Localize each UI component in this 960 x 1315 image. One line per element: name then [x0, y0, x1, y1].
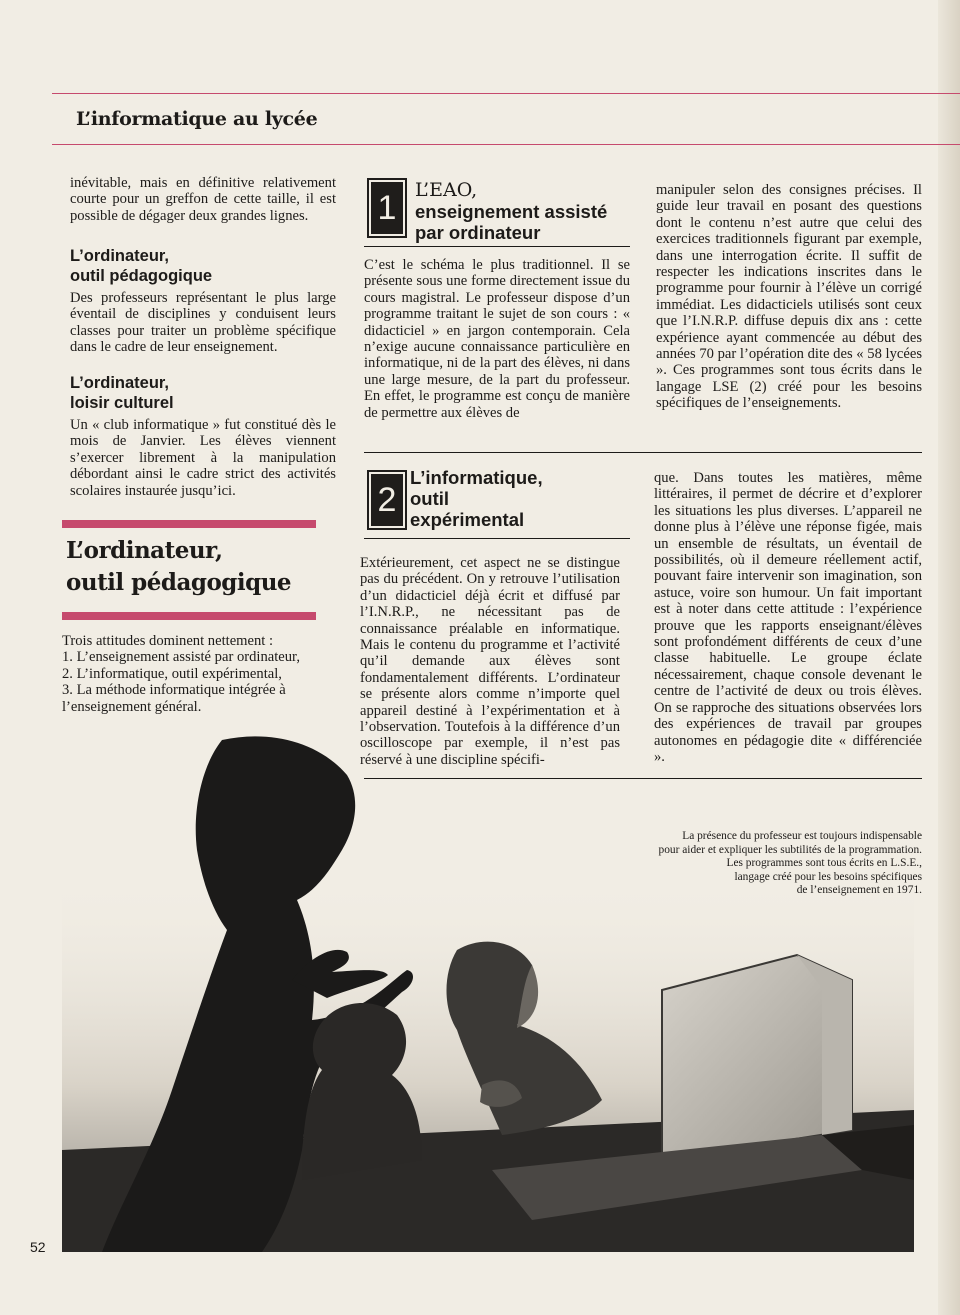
section-title-line: outil	[410, 488, 450, 509]
left-intro	[70, 175, 336, 224]
section-title-line: par ordinateur	[415, 222, 541, 243]
section-divider	[364, 452, 922, 453]
list-intro: Trois attitudes dominent nettement :	[62, 633, 274, 649]
main-title	[66, 535, 291, 599]
list-item: 2. L’informatique, outil expérimental,	[62, 665, 282, 682]
page-edge	[938, 0, 960, 1315]
header-rule-bottom	[52, 144, 960, 145]
intro-paragraph: inévitable, mais en définitive relativement courte pour un greffon de cette taille, il est possible de dégager deux grandes lignes.	[70, 175, 336, 224]
subheading-loisir-culturel	[70, 373, 174, 413]
caption-line: Les programmes sont tous écrits en L.S.E.,	[726, 857, 922, 869]
paragraph: Des professeurs représentant le plus large éventail de disciplines y conduisent leurs classes pour traiter un problème spécifique dans le cadre de leur enseignement.	[70, 290, 336, 356]
caption-line: langage créé pour les besoins spécifiques	[734, 870, 922, 883]
title-bar-bottom	[62, 612, 316, 620]
subheading-outil-pedagogique	[70, 246, 212, 286]
page-number: 52	[30, 1239, 46, 1255]
section-title-line: L’EAO,	[415, 179, 478, 201]
section1-title-rule	[364, 246, 630, 247]
main-title-line: L’ordinateur,	[66, 537, 223, 564]
section-header: L’informatique au lycée	[76, 108, 318, 130]
section-number-1: 1	[367, 178, 407, 238]
section-title-line: expérimental	[410, 509, 525, 530]
paragraph: C’est le schéma le plus traditionnel. Il se présente sous une forme directement issue du cours magistral. Le professeur dispose d’un programme traitant le sujet de son cours : « didacticiel » en jargon contemporain. Cela n’exige aucune connaissance particulière en informatique, ni de la part des élèves, ni dans une large mesure, de la part du professeur. En effet, le programme est conçu de manière de permettre aux élèves de	[364, 257, 630, 421]
paragraph: que. Dans toutes les matières, même littéraires, il permet de décrire et d’explorer les situations les plus diverses. L’appareil ne donne plus à l’élève une réponse figée, mais un ensemble de résultats, un éventail de possibilités, où il demeure réellement actif, pouvant faire intervenir son imagination, son astuce, voire son humour. Un fait important est à noter dans cette attitude : l’expérience prouve que les rapports enseignant/élèves sont profondément différents de ceux d’une classe habituelle. Le groupe éclate nécessairement, chaque console devenant le centre de l’activité de deux ou trois élèves. On se rapproche des situations observées lors des expériences de travail par groupes autonomes en pédagogie dite « différenciée ».	[654, 470, 922, 765]
paragraph-loisir-culturel	[70, 417, 336, 499]
section1-text-col1	[364, 257, 630, 421]
section2-title-rule	[364, 538, 630, 539]
subheading-line: L’ordinateur,	[70, 374, 170, 392]
section1-text-col2	[656, 182, 922, 412]
section-number-2: 2	[367, 470, 407, 530]
caption-line: de l’enseignement en 1971.	[796, 884, 922, 896]
paragraph-outil-pedagogique	[70, 290, 336, 356]
caption-line: pour aider et expliquer les subtilités de la programmation.	[658, 843, 922, 856]
subheading-line: L’ordinateur,	[70, 247, 170, 265]
title-bar-top	[62, 520, 316, 528]
section-title-line: L’informatique,	[410, 467, 543, 488]
section-title-line: enseignement assisté	[415, 201, 608, 222]
paragraph: manipuler selon des consignes précises. Il guide leur travail en posant des questions dont le contenu n’est autre que celui des exercices traditionnels figurant par exemple, dans une interrogation écrite. Il suffit de respecter les indications inscrites dans le programme pour fournir à l’élève un corrigé immédiat. Les didacticiels utilisés sont ceux que l’I.N.R.P. diffuse depuis dix ans : cette expérience ayant commencée au début des années 70 par l’opération dite des « 58 lycées ». Ces programmes sont tous écrits dans le langage LSE (2) créé pour les besoins spécifiques de l’enseignements.	[656, 182, 922, 412]
paragraph: Un « club informatique » fut constitué dès le mois de Janvier. Les élèves viennent s’exercer librement à la manipulation débordant ainsi le cadre strict des activités scolaires instaurée jusqu’ici.	[70, 417, 336, 499]
classroom-photo	[62, 730, 914, 1252]
list-item: 3. La méthode informatique intégrée à l’enseignement général.	[62, 682, 286, 715]
caption-line: La présence du professeur est toujours indispensable	[682, 830, 922, 842]
main-title-line: outil pédagogique	[66, 569, 292, 596]
subheading-line: outil pédagogique	[70, 267, 213, 285]
header-rule-top	[52, 93, 960, 94]
list-item: 1. L’enseignement assisté par ordinateur,	[62, 649, 300, 666]
section2-title	[410, 467, 543, 530]
section2-text-col2	[654, 470, 922, 765]
photo-caption	[566, 830, 922, 898]
subheading-line: loisir culturel	[70, 394, 174, 412]
paragraph: Extérieurement, cet aspect ne se distingue pas du précédent. On y retrouve l’utilisation d’un didacticiel déjà écrit et diffusé par l’I.N.R.P., ne nécessitant pas de connaissance préalable en informatique. Mais le contenu du programme et l’activité qu’il demande aux élèves sont fondamentalement différents. L’ordinateur se présente alors comme n’importe quel appareil destiné à l’expérimentation et à l’observation. Toutefois à la différence d’un oscilloscope par exemple, il n’est pas réservé à une discipline spécifi-	[360, 555, 620, 768]
attitudes-list	[62, 633, 330, 715]
section1-title	[415, 180, 607, 243]
